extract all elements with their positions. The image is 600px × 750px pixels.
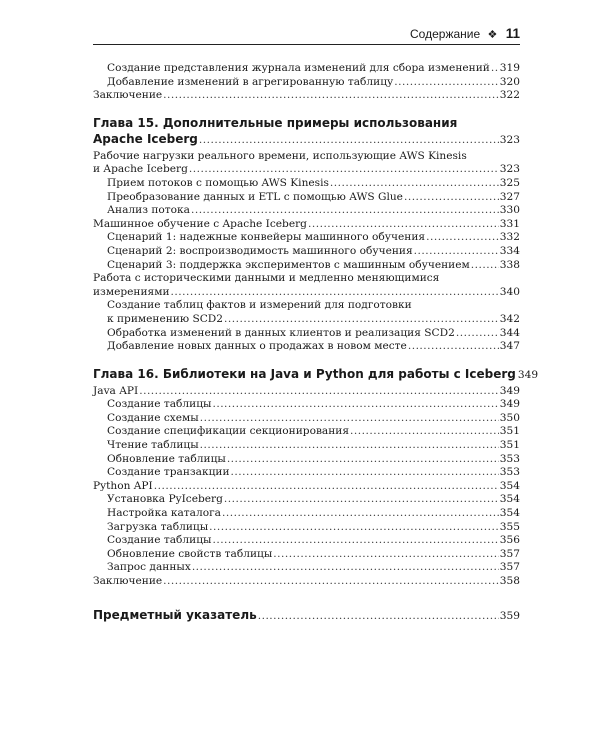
entry-title: и Apache Iceberg <box>93 163 188 176</box>
toc-entry[interactable] <box>93 521 520 535</box>
dot-leader <box>222 507 499 521</box>
entry-title: Прием потоков с помощью AWS Kinesis <box>107 176 329 189</box>
entry-title: Java API <box>93 384 139 397</box>
toc-entry[interactable] <box>93 191 520 205</box>
entry-page: 334 <box>499 244 520 257</box>
running-head <box>93 24 520 45</box>
entry-title: Загрузка таблицы <box>107 520 209 533</box>
dot-leader <box>139 385 499 399</box>
entry-title: Преобразование данных и ETL с помощью AWS Glue <box>107 190 403 203</box>
toc-entry[interactable] <box>93 340 520 354</box>
entry-title: Создание спецификации секционирования <box>107 425 350 438</box>
dot-leader <box>273 548 498 562</box>
dot-leader <box>163 575 499 589</box>
toc-entry[interactable] <box>93 272 520 299</box>
toc-entry[interactable] <box>93 480 520 494</box>
entry-title: Запрос данных <box>107 561 191 574</box>
index-heading[interactable] <box>93 607 520 624</box>
toc-entry[interactable] <box>93 466 520 480</box>
toc-entry[interactable] <box>93 245 520 259</box>
entry-title: измерениями <box>93 285 170 298</box>
dot-leader <box>224 493 499 507</box>
dot-leader <box>414 245 499 259</box>
dot-leader <box>471 259 499 273</box>
entry-page: 354 <box>499 479 520 492</box>
toc-entry[interactable] <box>93 398 520 412</box>
entry-title: Создание таблицы <box>107 534 212 547</box>
dot-leader <box>209 521 499 535</box>
entry-page: 322 <box>499 89 520 102</box>
chapter-page: 349 <box>517 368 539 381</box>
toc-entry[interactable] <box>93 327 520 341</box>
entry-page: 349 <box>499 384 520 397</box>
chapter-title-line2: Apache Iceberg <box>93 131 198 146</box>
entry-title: Настройка каталога <box>107 507 221 520</box>
entry-page: 358 <box>499 575 520 587</box>
entry-page: 353 <box>499 466 520 479</box>
chapter-title: Глава 16. Библиотеки на Java и Python для работы с Iceberg <box>93 366 516 381</box>
toc-entry[interactable] <box>93 89 520 103</box>
entry-page: 347 <box>499 340 520 353</box>
toc-entry[interactable] <box>93 439 520 453</box>
toc-entry[interactable] <box>93 259 520 273</box>
dot-leader <box>192 561 499 575</box>
entry-page: 354 <box>499 507 520 520</box>
dot-leader <box>163 89 499 103</box>
entry-page: 323 <box>499 163 520 176</box>
entry-title: Python API <box>93 479 153 492</box>
entry-title-line1: Создание таблиц фактов и измерений для подготовки <box>107 299 412 312</box>
dot-leader <box>231 466 499 480</box>
entry-page: 349 <box>499 398 520 411</box>
entry-page: 344 <box>499 326 520 339</box>
dot-leader <box>426 231 499 245</box>
entry-title: Анализ потока <box>107 204 190 217</box>
dot-leader <box>394 76 498 90</box>
entry-title-line1: Работа с историческими данными и медленно меняющимися <box>93 272 440 285</box>
dot-leader <box>408 340 499 354</box>
toc-entry[interactable] <box>93 575 520 589</box>
index-page: 359 <box>499 609 520 622</box>
entry-page: 325 <box>499 176 520 189</box>
entry-title: Создание транзакции <box>107 466 230 479</box>
entry-title: Заключение <box>93 89 163 102</box>
toc-entry[interactable] <box>93 493 520 507</box>
entry-page: 332 <box>499 231 520 244</box>
entry-page: 351 <box>499 425 520 438</box>
entry-title: Создание таблицы <box>107 398 212 411</box>
toc-entry[interactable] <box>93 299 520 326</box>
chapter-title-line1: Глава 15. Дополнительные примеры использования <box>93 115 458 130</box>
dot-leader <box>200 439 499 453</box>
entry-title: Заключение <box>93 575 163 587</box>
chapter-15-heading[interactable] <box>93 115 520 148</box>
entry-title: Обновление таблицы <box>107 452 226 465</box>
entry-page: 342 <box>499 312 520 325</box>
dot-leader <box>491 62 499 76</box>
entry-page: 353 <box>499 452 520 465</box>
toc-entry[interactable] <box>93 534 520 548</box>
entry-title: Обработка изменений в данных клиентов и реализация SCD2 <box>107 326 455 339</box>
entry-page: 357 <box>499 547 520 560</box>
dot-leader <box>212 398 498 412</box>
dot-leader <box>308 218 499 232</box>
entry-title: Чтение таблицы <box>107 439 199 452</box>
chapter-16-heading[interactable] <box>93 366 539 383</box>
entry-page: 354 <box>499 493 520 506</box>
entry-title: Обновление свойств таблицы <box>107 547 273 560</box>
dot-leader <box>456 327 499 341</box>
entry-page: 320 <box>499 75 520 88</box>
dot-leader <box>154 480 499 494</box>
entry-title: Сценарий 1: надежные конвейеры машинного обучения <box>107 231 426 244</box>
toc-entry[interactable] <box>93 561 520 575</box>
entry-title: к применению SCD2 <box>107 312 224 325</box>
entry-title: Добавление новых данных о продажах в новом месте <box>107 340 407 353</box>
dot-leader <box>224 313 499 327</box>
ornament-icon: ❖ <box>487 29 498 41</box>
chapter-page: 323 <box>499 133 520 146</box>
entry-title: Сценарий 2: воспроизводимость машинного обучения <box>107 244 413 257</box>
entry-title-line1: Рабочие нагрузки реального времени, использующие AWS Kinesis <box>93 149 467 162</box>
toc-entry[interactable] <box>93 231 520 245</box>
entry-page: 355 <box>499 520 520 533</box>
entry-title: Сценарий 3: поддержка экспериментов с машинным обучением <box>107 258 470 271</box>
entry-page: 356 <box>499 534 520 547</box>
dot-leader <box>200 412 499 426</box>
toc-entry[interactable] <box>93 453 520 467</box>
toc-entry[interactable] <box>93 76 520 90</box>
dot-leader <box>330 177 499 191</box>
toc-entry[interactable] <box>93 412 520 426</box>
dot-leader <box>212 534 498 548</box>
entry-page: 357 <box>499 561 520 574</box>
toc-entry[interactable] <box>93 150 520 177</box>
entry-title: Создание схемы <box>107 411 199 424</box>
toc-entry[interactable] <box>93 62 520 76</box>
toc-entry[interactable] <box>93 507 520 521</box>
index-title: Предметный указатель <box>93 607 257 622</box>
dot-leader <box>350 425 499 439</box>
toc-entry[interactable] <box>93 425 520 439</box>
dot-leader <box>171 286 499 300</box>
toc-entry[interactable] <box>93 177 520 191</box>
entry-page: 327 <box>499 190 520 203</box>
dot-leader <box>191 204 499 218</box>
dot-leader <box>258 608 499 624</box>
entry-page: 350 <box>499 411 520 424</box>
entry-page: 331 <box>499 217 520 230</box>
dot-leader <box>189 163 499 177</box>
entry-page: 319 <box>499 62 520 74</box>
entry-title: Добавление изменений в агрегированную таблицу <box>107 75 394 88</box>
toc-entry[interactable] <box>93 204 520 218</box>
entry-page: 338 <box>499 258 520 271</box>
table-of-contents <box>93 62 539 626</box>
dot-leader <box>199 132 499 148</box>
page-number: 11 <box>505 26 520 41</box>
dot-leader <box>227 453 499 467</box>
entry-title: Установка PyIceberg <box>107 493 223 506</box>
entry-page: 351 <box>499 439 520 452</box>
toc-entry[interactable] <box>93 385 520 399</box>
entry-title: Машинное обучение с Apache Iceberg <box>93 217 307 230</box>
entry-page: 330 <box>499 204 520 217</box>
dot-leader <box>404 191 499 205</box>
toc-entry[interactable] <box>93 218 520 232</box>
toc-entry[interactable] <box>93 548 520 562</box>
entry-title: Создание представления журнала изменений для сбора изменений <box>107 62 490 74</box>
section-title: Содержание <box>410 27 481 41</box>
entry-page: 340 <box>499 285 520 298</box>
